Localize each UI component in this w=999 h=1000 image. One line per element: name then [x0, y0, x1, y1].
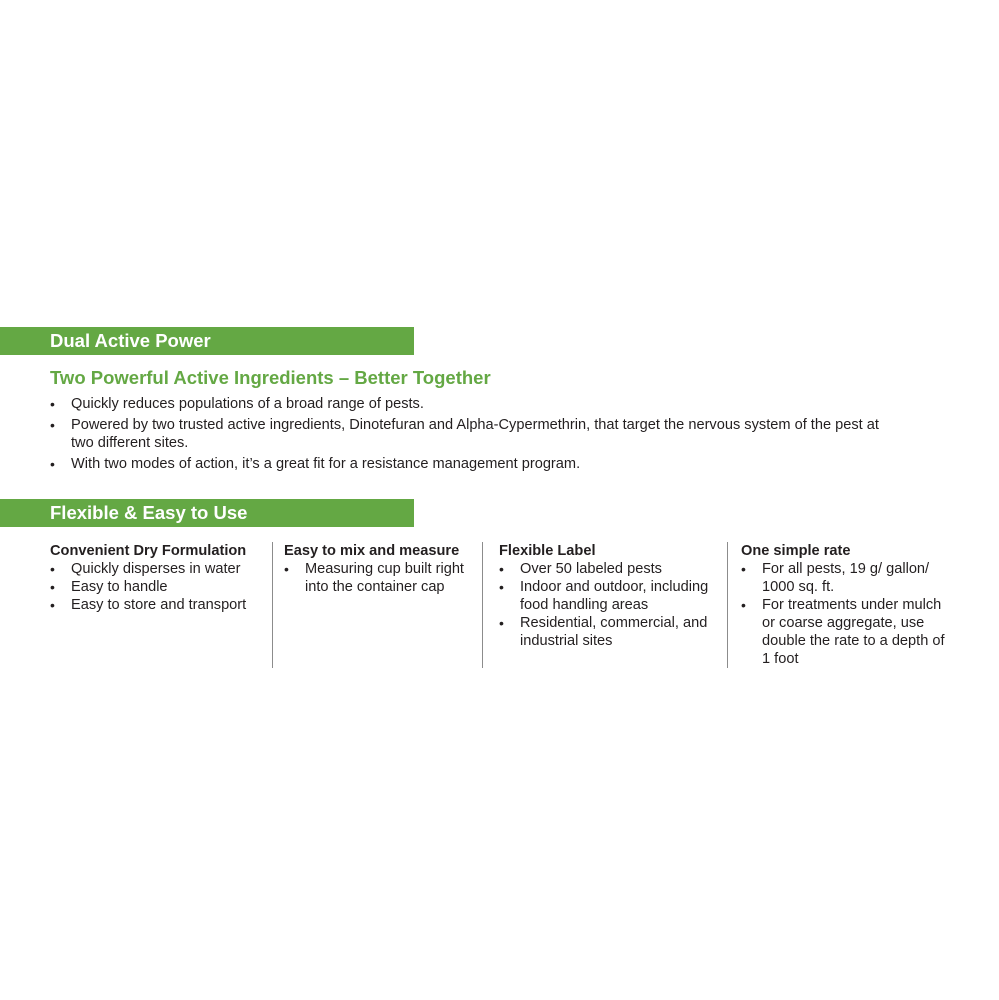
list-item: • Powered by two trusted active ingredients, Dinotefuran and Alpha-Cypermethrin, that target the nervous system of the pest at two different sites.: [50, 417, 879, 451]
column-divider: [272, 542, 273, 668]
list-item: • Indoor and outdoor, including food handling areas: [499, 579, 709, 613]
column-divider: [727, 542, 728, 668]
bullet-icon: •: [499, 561, 504, 577]
bullet-icon: •: [50, 561, 55, 577]
column-title: One simple rate: [741, 543, 851, 559]
bullet-icon: •: [50, 456, 55, 472]
list-item: • Quickly reduces populations of a broad range of pests.: [50, 396, 424, 412]
list-item: • Residential, commercial, and industrial sites: [499, 615, 708, 649]
list-item: • With two modes of action, it’s a great fit for a resistance management program.: [50, 456, 581, 472]
section-band-flexible-easy: [0, 499, 414, 527]
feature-column-formulation: [50, 542, 262, 614]
list-item: • Easy to handle: [50, 579, 168, 595]
bullet-icon: •: [741, 597, 746, 613]
bullet-icon: •: [499, 579, 504, 595]
bullet-icon: •: [50, 597, 55, 613]
column-title: Flexible Label: [499, 543, 596, 559]
benefits-list: [50, 395, 880, 476]
column-title: Convenient Dry Formulation: [50, 543, 247, 559]
list-item: • Easy to store and transport: [50, 597, 247, 613]
section-title: Flexible & Easy to Use: [50, 502, 248, 523]
bullet-icon: •: [50, 396, 55, 412]
column-divider: [482, 542, 483, 668]
bullet-icon: •: [50, 579, 55, 595]
section-band-dual-active-power: [0, 327, 414, 355]
list-item: • For treatments under mulch or coarse aggregate, use double the rate to a depth of 1 foot: [741, 597, 945, 667]
bullet-icon: •: [741, 561, 746, 577]
list-item: • Measuring cup built right into the container cap: [284, 561, 464, 595]
section-title: Dual Active Power: [50, 330, 211, 351]
bullet-icon: •: [499, 615, 504, 631]
list-item: • Quickly disperses in water: [50, 561, 241, 577]
list-item: • For all pests, 19 g/ gallon/ 1000 sq. ft.: [741, 561, 930, 595]
subheading: Two Powerful Active Ingredients – Better Together: [50, 367, 491, 388]
feature-column-mix-measure: [284, 542, 476, 596]
bullet-icon: •: [284, 561, 289, 577]
bullet-icon: •: [50, 417, 55, 433]
list-item: • Over 50 labeled pests: [499, 561, 662, 577]
feature-column-label: [499, 542, 717, 650]
column-title: Easy to mix and measure: [284, 543, 460, 559]
feature-column-rate: [741, 542, 946, 668]
